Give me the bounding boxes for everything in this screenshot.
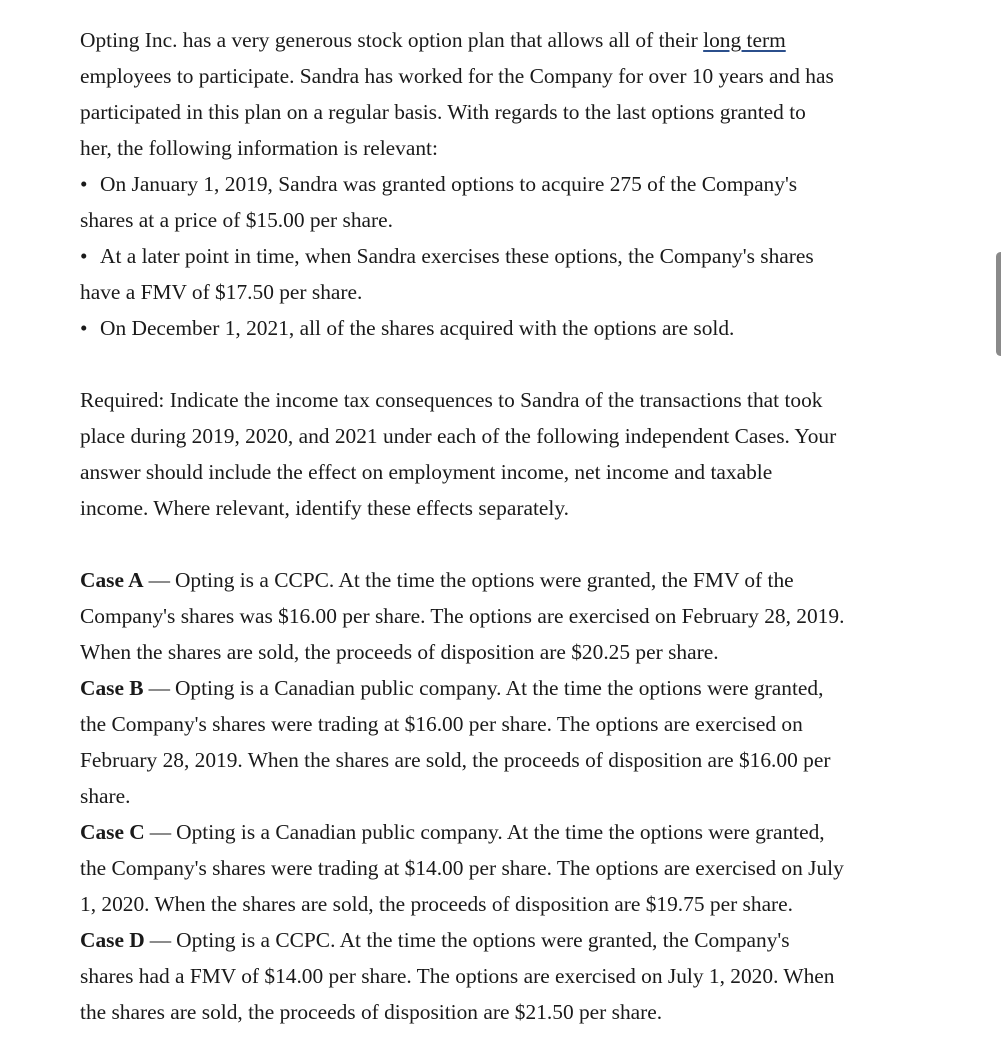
long-term-underlined-text: long term: [703, 28, 786, 52]
scrollbar-thumb[interactable]: [996, 252, 1001, 356]
case-d-line-3: the shares are sold, the proceeds of disposition are $21.50 per share.: [80, 1000, 663, 1024]
case-b-label: Case B: [80, 676, 144, 700]
facts-bullet-list: [80, 166, 1001, 346]
case-b: [80, 670, 1001, 814]
bullet-icon: •: [80, 316, 88, 340]
case-text: Opting is a CCPC. At the time the options were granted, the FMV of the: [174, 568, 794, 592]
dash-separator: —: [149, 820, 172, 844]
case-d-label: Case D: [80, 928, 145, 952]
dash-separator: —: [149, 928, 172, 952]
bullet-text: On January 1, 2019, Sandra was granted options to acquire 275 of the Company's: [100, 172, 798, 196]
bullet-icon: •: [80, 172, 88, 196]
bullet-item-2: [80, 238, 1001, 274]
case-text: Opting is a Canadian public company. At the time the options were granted,: [174, 676, 824, 700]
required-paragraph: [80, 382, 1001, 526]
dash-separator: —: [148, 676, 170, 700]
required-line-3: answer should include the effect on employment income, net income and taxable: [80, 460, 773, 484]
bullet-item-3: [80, 310, 1001, 346]
case-d-line-2: shares had a FMV of $14.00 per share. The options are exercised on July 1, 2020. When: [80, 964, 835, 988]
intro-line-3: participated in this plan on a regular basis. With regards to the last options granted to: [80, 100, 806, 124]
intro-line-4: her, the following information is relevant:: [80, 136, 438, 160]
case-d-line-1: [80, 922, 1001, 958]
intro-text: Opting Inc. has a very generous stock option plan that allows all of their: [80, 28, 704, 52]
intro-paragraph: [80, 22, 1001, 166]
case-c: [80, 814, 1001, 922]
case-c-label: Case C: [80, 820, 145, 844]
case-b-line-2: the Company's shares were trading at $16.00 per share. The options are exercised on: [80, 712, 803, 736]
case-c-line-3: 1, 2020. When the shares are sold, the proceeds of disposition are $19.75 per share.: [80, 892, 794, 916]
intro-line-2: employees to participate. Sandra has worked for the Company for over 10 years and has: [80, 64, 834, 88]
case-b-line-1: [80, 670, 1001, 706]
bullet-text: On December 1, 2021, all of the shares acquired with the options are sold.: [100, 316, 735, 340]
dash-separator: —: [148, 568, 170, 592]
document-body: [80, 22, 1001, 1030]
case-a-line-3: When the shares are sold, the proceeds of disposition are $20.25 per share.: [80, 640, 719, 664]
case-a-line-2: Company's shares was $16.00 per share. The options are exercised on February 28, 2019.: [80, 604, 845, 628]
case-a: [80, 562, 1001, 670]
required-line-1: Required: Indicate the income tax consequences to Sandra of the transactions that took: [80, 388, 823, 412]
bullet-item-1: [80, 166, 1001, 202]
case-c-line-1: [80, 814, 1001, 850]
case-d: [80, 922, 1001, 1030]
bullet-item-2-cont: have a FMV of $17.50 per share.: [80, 280, 363, 304]
bullet-text: At a later point in time, when Sandra exercises these options, the Company's shares: [100, 244, 814, 268]
cases-section: [80, 562, 1001, 1030]
bullet-item-1-cont: shares at a price of $15.00 per share.: [80, 208, 394, 232]
required-line-2: place during 2019, 2020, and 2021 under each of the following independent Cases. Your: [80, 424, 837, 448]
case-b-line-3: February 28, 2019. When the shares are sold, the proceeds of disposition are $16.00 per: [80, 748, 831, 772]
required-line-4: income. Where relevant, identify these effects separately.: [80, 496, 569, 520]
intro-line-1: [80, 22, 1001, 58]
case-b-line-4: share.: [80, 784, 131, 808]
case-c-line-2: the Company's shares were trading at $14.00 per share. The options are exercised on July: [80, 856, 844, 880]
case-a-line-1: [80, 562, 1001, 598]
bullet-icon: •: [80, 244, 88, 268]
paragraph-spacer: [80, 346, 1001, 382]
case-a-label: Case A: [80, 568, 144, 592]
case-text: Opting is a CCPC. At the time the options were granted, the Company's: [176, 928, 790, 952]
case-text: Opting is a Canadian public company. At the time the options were granted,: [176, 820, 825, 844]
paragraph-spacer: [80, 526, 1001, 562]
